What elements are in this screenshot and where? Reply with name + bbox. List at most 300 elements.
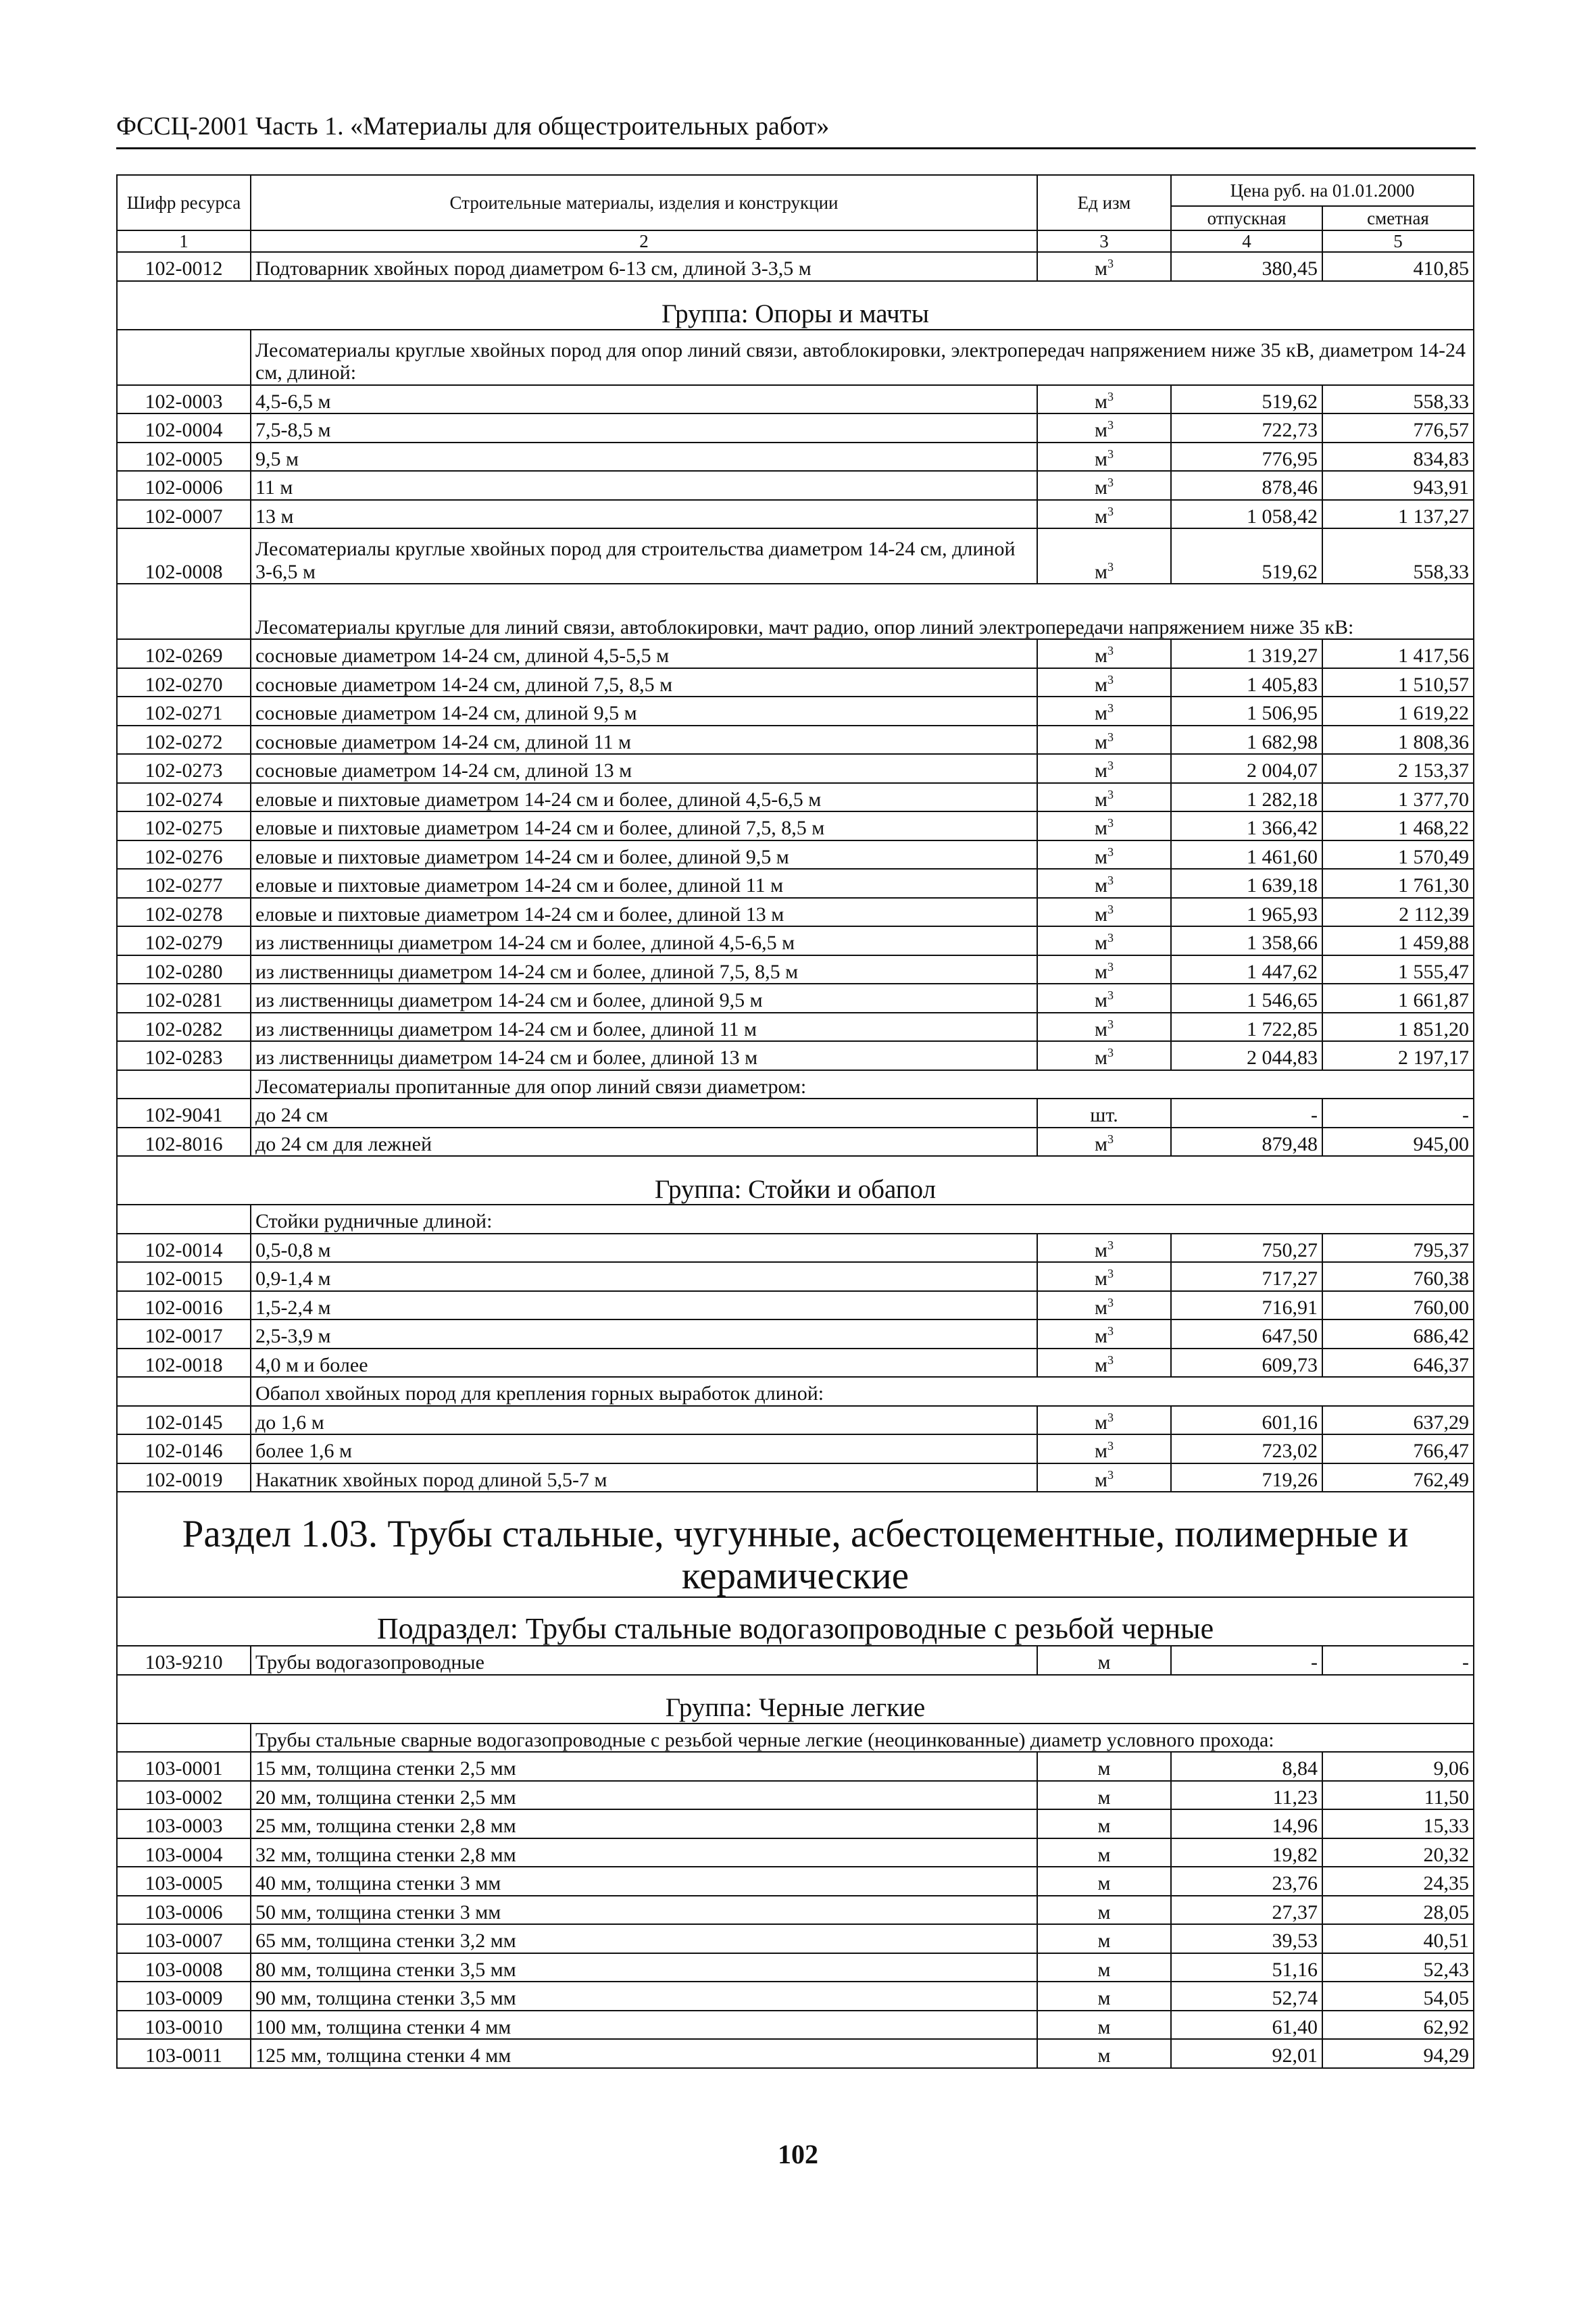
unit-exponent: 3: [1107, 1353, 1114, 1367]
table-row: [117, 926, 1474, 955]
release-price: 61,40: [1171, 2011, 1322, 2040]
release-price: -: [1171, 1099, 1322, 1128]
unit-label: м: [1095, 817, 1107, 840]
resource-code: 102-0004: [117, 413, 251, 443]
estimate-price: 1 808,36: [1322, 726, 1474, 755]
column-header-estimate-price: сметная: [1322, 206, 1474, 230]
resource-code: 102-0279: [117, 926, 251, 955]
unit-label: м: [1097, 1651, 1111, 1674]
item-name: 125 мм, толщина стенки 4 мм: [251, 2039, 1037, 2068]
release-price: 1 722,85: [1171, 1013, 1322, 1042]
estimate-price: 1 417,56: [1322, 639, 1474, 668]
resource-code: 103-0005: [117, 1867, 251, 1896]
estimate-price: 94,29: [1322, 2039, 1474, 2068]
unit-cell: [1037, 1262, 1171, 1291]
release-price: 519,62: [1171, 385, 1322, 414]
item-name: 0,9-1,4 м: [251, 1262, 1037, 1291]
unit-exponent: 3: [1107, 1324, 1114, 1338]
unit-exponent: 3: [1107, 874, 1114, 888]
section-heading: Раздел 1.03. Трубы стальные, чугунные, асбестоцементные, полимерные и керамические: [117, 1492, 1474, 1597]
unit-label: м: [1095, 788, 1107, 811]
release-price: 1 358,66: [1171, 926, 1322, 955]
column-header-unit: Ед изм: [1037, 175, 1171, 230]
group-heading-row: [117, 1675, 1474, 1724]
unit-cell: [1037, 1099, 1171, 1128]
resource-code: 103-0007: [117, 1924, 251, 1953]
unit-exponent: 3: [1107, 1132, 1114, 1146]
release-price: 647,50: [1171, 1319, 1322, 1349]
item-name: более 1,6 м: [251, 1434, 1037, 1463]
unit-label: м: [1097, 2044, 1111, 2067]
unit-label: м: [1095, 390, 1107, 413]
estimate-price: 558,33: [1322, 385, 1474, 414]
estimate-price: 1 468,22: [1322, 811, 1474, 840]
unit-exponent: 3: [1107, 1410, 1114, 1424]
unit-cell: [1037, 697, 1171, 726]
resource-code: 102-0270: [117, 668, 251, 697]
item-name: 0,5-0,8 м: [251, 1234, 1037, 1263]
unit-label: м: [1095, 645, 1107, 668]
item-name: до 1,6 м: [251, 1406, 1037, 1435]
release-price: 1 506,95: [1171, 697, 1322, 726]
item-name: до 24 см для лежней: [251, 1128, 1037, 1157]
unit-label: м: [1095, 1238, 1107, 1261]
unit-label: м: [1095, 845, 1107, 868]
item-name: 15 мм, толщина стенки 2,5 мм: [251, 1752, 1037, 1781]
unit-label: м: [1095, 560, 1107, 583]
resource-code: 102-0007: [117, 500, 251, 529]
resource-code: 102-0005: [117, 443, 251, 472]
estimate-price: 24,35: [1322, 1867, 1474, 1896]
unit-exponent: 3: [1107, 845, 1114, 859]
group-heading: Группа: Опоры и мачты: [117, 281, 1474, 330]
resource-code: 103-0001: [117, 1752, 251, 1781]
table-row: [117, 668, 1474, 697]
unit-cell: [1037, 1013, 1171, 1042]
table-row: [117, 1013, 1474, 1042]
unit-label: м: [1097, 1930, 1111, 1953]
resource-code: 102-0276: [117, 840, 251, 870]
unit-cell: [1037, 783, 1171, 812]
table-row: [117, 1291, 1474, 1320]
resource-code: 102-0008: [117, 528, 251, 584]
unit-label: м: [1095, 1411, 1107, 1434]
table-row: [117, 1896, 1474, 1925]
release-price: 23,76: [1171, 1867, 1322, 1896]
table-row: [117, 1982, 1474, 2011]
table-row: [117, 840, 1474, 870]
unit-label: м: [1097, 1786, 1111, 1809]
release-price: 750,27: [1171, 1234, 1322, 1263]
release-price: 14,96: [1171, 1809, 1322, 1838]
unit-cell: [1037, 1838, 1171, 1867]
unit-label: м: [1095, 874, 1107, 897]
item-name: еловые и пихтовые диаметром 14-24 см и более, длиной 9,5 м: [251, 840, 1037, 870]
unit-label: м: [1095, 1468, 1107, 1491]
estimate-price: 11,50: [1322, 1781, 1474, 1810]
unit-cell: [1037, 869, 1171, 898]
table-row: [117, 413, 1474, 443]
table-body: [117, 252, 1474, 2068]
item-name: сосновые диаметром 14-24 см, длиной 7,5, 8,5 м: [251, 668, 1037, 697]
unit-exponent: 3: [1107, 902, 1114, 916]
estimate-price: 1 570,49: [1322, 840, 1474, 870]
item-name: 4,0 м и более: [251, 1349, 1037, 1378]
unit-label: м: [1095, 903, 1107, 926]
item-name: из лиственницы диаметром 14-24 см и более, длиной 13 м: [251, 1041, 1037, 1070]
resource-code: 102-0006: [117, 471, 251, 500]
estimate-price: 795,37: [1322, 1234, 1474, 1263]
item-name: 2,5-3,9 м: [251, 1319, 1037, 1349]
item-name: Подтоварник хвойных пород диаметром 6-13 см, длиной 3-3,5 м: [251, 252, 1037, 281]
resource-code: 103-0003: [117, 1809, 251, 1838]
column-number-2: 2: [251, 230, 1037, 252]
resource-code: 103-9210: [117, 1646, 251, 1675]
table-row: [117, 726, 1474, 755]
unit-label: м: [1097, 1958, 1111, 1981]
release-price: 19,82: [1171, 1838, 1322, 1867]
unit-cell: [1037, 840, 1171, 870]
release-price: 1 639,18: [1171, 869, 1322, 898]
resource-code: 103-0009: [117, 1982, 251, 2011]
resource-code: 102-0012: [117, 252, 251, 281]
estimate-price: 1 510,57: [1322, 668, 1474, 697]
caption-row: [117, 1070, 1474, 1099]
unit-exponent: 3: [1107, 730, 1114, 744]
column-header-release-price: отпускная: [1171, 206, 1322, 230]
unit-label: м: [1095, 1132, 1107, 1155]
resource-code: 102-0277: [117, 869, 251, 898]
resource-code: 102-0269: [117, 639, 251, 668]
unit-label: м: [1095, 702, 1107, 725]
table-row: [117, 1953, 1474, 1982]
table-row: [117, 2039, 1474, 2068]
unit-label: м: [1095, 759, 1107, 782]
column-number-1: 1: [117, 230, 251, 252]
estimate-price: 9,06: [1322, 1752, 1474, 1781]
estimate-price: 2 197,17: [1322, 1041, 1474, 1070]
resource-code: 103-0011: [117, 2039, 251, 2068]
unit-exponent: 3: [1107, 1017, 1114, 1031]
resource-code: 102-0145: [117, 1406, 251, 1435]
resource-code: 102-0018: [117, 1349, 251, 1378]
table-row: [117, 443, 1474, 472]
column-number-5: 5: [1322, 230, 1474, 252]
unit-cell: [1037, 252, 1171, 281]
unit-exponent: 3: [1107, 418, 1114, 432]
item-name: сосновые диаметром 14-24 см, длиной 11 м: [251, 726, 1037, 755]
table-row: [117, 1646, 1474, 1675]
unit-cell: [1037, 1128, 1171, 1157]
estimate-price: 1 137,27: [1322, 500, 1474, 529]
estimate-price: 28,05: [1322, 1896, 1474, 1925]
estimate-price: 1 661,87: [1322, 984, 1474, 1013]
resource-code: 102-8016: [117, 1128, 251, 1157]
unit-exponent: 3: [1107, 1295, 1114, 1309]
item-name: Лесоматериалы круглые хвойных пород для строительства диаметром 14-24 см, длиной 3-6,5 м: [251, 528, 1037, 584]
unit-cell: [1037, 528, 1171, 584]
item-name: сосновые диаметром 14-24 см, длиной 4,5-5,5 м: [251, 639, 1037, 668]
table-row: [117, 1809, 1474, 1838]
unit-exponent: 3: [1107, 959, 1114, 974]
item-name: 9,5 м: [251, 443, 1037, 472]
item-name: 32 мм, толщина стенки 2,8 мм: [251, 1838, 1037, 1867]
unit-label: м: [1097, 1901, 1111, 1923]
release-price: 1 682,98: [1171, 726, 1322, 755]
release-price: 27,37: [1171, 1896, 1322, 1925]
resource-code: 102-0014: [117, 1234, 251, 1263]
unit-cell: [1037, 1953, 1171, 1982]
unit-exponent: 3: [1107, 257, 1114, 271]
unit-label: м: [1095, 447, 1107, 470]
estimate-price: 52,43: [1322, 1953, 1474, 1982]
resource-code: 102-0019: [117, 1463, 251, 1492]
group-heading-row: [117, 1156, 1474, 1205]
item-name: Трубы водогазопроводные: [251, 1646, 1037, 1675]
unit-cell: [1037, 1752, 1171, 1781]
release-price: 1 366,42: [1171, 811, 1322, 840]
resource-code: 103-0006: [117, 1896, 251, 1925]
price-table: [116, 174, 1474, 2069]
unit-label: шт.: [1090, 1104, 1118, 1127]
unit-exponent: 3: [1107, 559, 1114, 574]
release-price: 719,26: [1171, 1463, 1322, 1492]
resource-code: 102-0273: [117, 754, 251, 783]
unit-cell: [1037, 1646, 1171, 1675]
unit-label: м: [1095, 960, 1107, 983]
estimate-price: 410,85: [1322, 252, 1474, 281]
unit-cell: [1037, 385, 1171, 414]
unit-cell: [1037, 1041, 1171, 1070]
unit-cell: [1037, 754, 1171, 783]
table-row: [117, 1262, 1474, 1291]
estimate-price: 2 153,37: [1322, 754, 1474, 783]
caption-row: [117, 1724, 1474, 1753]
table-row: [117, 1406, 1474, 1435]
item-name: Накатник хвойных пород длиной 5,5-7 м: [251, 1463, 1037, 1492]
estimate-price: 943,91: [1322, 471, 1474, 500]
empty-code-cell: [117, 1070, 251, 1099]
caption-row: [117, 1377, 1474, 1406]
item-name: еловые и пихтовые диаметром 14-24 см и более, длиной 13 м: [251, 898, 1037, 927]
unit-cell: [1037, 500, 1171, 529]
unit-cell: [1037, 2039, 1171, 2068]
unit-exponent: 3: [1107, 988, 1114, 1003]
unit-cell: [1037, 1781, 1171, 1810]
estimate-price: 15,33: [1322, 1809, 1474, 1838]
release-price: 92,01: [1171, 2039, 1322, 2068]
item-name: 100 мм, толщина стенки 4 мм: [251, 2011, 1037, 2040]
item-name: из лиственницы диаметром 14-24 см и более, длиной 11 м: [251, 1013, 1037, 1042]
caption-row: [117, 330, 1474, 385]
release-price: 601,16: [1171, 1406, 1322, 1435]
empty-code-cell: [117, 1724, 251, 1753]
unit-label: м: [1095, 257, 1107, 280]
unit-label: м: [1095, 1353, 1107, 1376]
resource-code: 102-0278: [117, 898, 251, 927]
caption-text: Лесоматериалы круглые хвойных пород для опор линий связи, автоблокировки, электропередач напряжением ниже 35 кВ, диаметром 14-24 см, длиной:: [251, 330, 1474, 385]
item-name: из лиственницы диаметром 14-24 см и более, длиной 7,5, 8,5 м: [251, 955, 1037, 984]
unit-exponent: 3: [1107, 816, 1114, 830]
unit-cell: [1037, 1434, 1171, 1463]
release-price: 519,62: [1171, 528, 1322, 584]
estimate-price: 40,51: [1322, 1924, 1474, 1953]
table-row: [117, 1838, 1474, 1867]
table-row: [117, 1463, 1474, 1492]
item-name: 25 мм, толщина стенки 2,8 мм: [251, 1809, 1037, 1838]
header-rule: [116, 147, 1476, 149]
estimate-price: 766,47: [1322, 1434, 1474, 1463]
unit-exponent: 3: [1107, 1238, 1114, 1252]
subsection-heading-row: [117, 1597, 1474, 1646]
resource-code: 102-9041: [117, 1099, 251, 1128]
item-name: еловые и пихтовые диаметром 14-24 см и более, длиной 7,5, 8,5 м: [251, 811, 1037, 840]
estimate-price: 2 112,39: [1322, 898, 1474, 927]
estimate-price: 834,83: [1322, 443, 1474, 472]
table-row: [117, 1924, 1474, 1953]
unit-cell: [1037, 1406, 1171, 1435]
estimate-price: 686,42: [1322, 1319, 1474, 1349]
release-price: 39,53: [1171, 1924, 1322, 1953]
table-row: [117, 754, 1474, 783]
resource-code: 102-0275: [117, 811, 251, 840]
estimate-price: 760,00: [1322, 1291, 1474, 1320]
resource-code: 103-0002: [117, 1781, 251, 1810]
table-row: [117, 1099, 1474, 1128]
unit-label: м: [1095, 505, 1107, 528]
estimate-price: 646,37: [1322, 1349, 1474, 1378]
resource-code: 103-0010: [117, 2011, 251, 2040]
caption-row: [117, 1205, 1474, 1234]
table-row: [117, 1434, 1474, 1463]
table-row: [117, 984, 1474, 1013]
unit-exponent: 3: [1107, 787, 1114, 801]
caption-text: Обапол хвойных пород для крепления горных выработок длиной:: [251, 1377, 1474, 1406]
subsection-heading: Подраздел: Трубы стальные водогазопроводные с резьбой черные: [117, 1597, 1474, 1646]
unit-label: м: [1095, 476, 1107, 499]
release-price: 878,46: [1171, 471, 1322, 500]
table-row: [117, 2011, 1474, 2040]
empty-code-cell: [117, 1377, 251, 1406]
item-name: 7,5-8,5 м: [251, 413, 1037, 443]
unit-label: м: [1095, 730, 1107, 753]
unit-exponent: 3: [1107, 389, 1114, 403]
table-row: [117, 639, 1474, 668]
table-row: [117, 1781, 1474, 1810]
table-row: [117, 385, 1474, 414]
resource-code: 102-0281: [117, 984, 251, 1013]
caption-text: Лесоматериалы пропитанные для опор линий связи диаметром:: [251, 1070, 1474, 1099]
unit-label: м: [1095, 989, 1107, 1012]
unit-cell: [1037, 726, 1171, 755]
unit-exponent: 3: [1107, 931, 1114, 945]
unit-cell: [1037, 2011, 1171, 2040]
resource-code: 102-0280: [117, 955, 251, 984]
table-row: [117, 471, 1474, 500]
unit-exponent: 3: [1107, 1267, 1114, 1281]
estimate-price: 760,38: [1322, 1262, 1474, 1291]
release-price: 1 282,18: [1171, 783, 1322, 812]
table-row: [117, 955, 1474, 984]
item-name: еловые и пихтовые диаметром 14-24 см и более, длиной 4,5-6,5 м: [251, 783, 1037, 812]
unit-cell: [1037, 1982, 1171, 2011]
unit-cell: [1037, 1291, 1171, 1320]
release-price: 11,23: [1171, 1781, 1322, 1810]
estimate-price: 1 459,88: [1322, 926, 1474, 955]
unit-cell: [1037, 1463, 1171, 1492]
caption-row: [117, 584, 1474, 639]
unit-label: м: [1095, 419, 1107, 442]
table-row: [117, 898, 1474, 927]
unit-label: м: [1097, 1987, 1111, 2010]
table-row: [117, 500, 1474, 529]
table-row: [117, 1867, 1474, 1896]
column-number-4: 4: [1171, 230, 1322, 252]
resource-code: 102-0271: [117, 697, 251, 726]
unit-cell: [1037, 984, 1171, 1013]
release-price: 52,74: [1171, 1982, 1322, 2011]
unit-cell: [1037, 811, 1171, 840]
item-name: 90 мм, толщина стенки 3,5 мм: [251, 1982, 1037, 2011]
item-name: до 24 см: [251, 1099, 1037, 1128]
release-price: 1 405,83: [1171, 668, 1322, 697]
table-row: [117, 1041, 1474, 1070]
resource-code: 102-0016: [117, 1291, 251, 1320]
unit-exponent: 3: [1107, 1467, 1114, 1482]
release-price: 776,95: [1171, 443, 1322, 472]
unit-label: м: [1095, 932, 1107, 955]
item-name: из лиственницы диаметром 14-24 см и более, длиной 4,5-6,5 м: [251, 926, 1037, 955]
unit-label: м: [1095, 673, 1107, 696]
unit-cell: [1037, 668, 1171, 697]
item-name: 13 м: [251, 500, 1037, 529]
item-name: 4,5-6,5 м: [251, 385, 1037, 414]
release-price: 51,16: [1171, 1953, 1322, 1982]
item-name: сосновые диаметром 14-24 см, длиной 13 м: [251, 754, 1037, 783]
item-name: 65 мм, толщина стенки 3,2 мм: [251, 1924, 1037, 1953]
estimate-price: 1 761,30: [1322, 869, 1474, 898]
column-number-3: 3: [1037, 230, 1171, 252]
table-row: [117, 1349, 1474, 1378]
release-price: 1 058,42: [1171, 500, 1322, 529]
release-price: 717,27: [1171, 1262, 1322, 1291]
unit-label: м: [1095, 1047, 1107, 1070]
unit-label: м: [1097, 1843, 1111, 1866]
caption-text: Трубы стальные сварные водогазопроводные с резьбой черные легкие (неоцинкованные) диаметр условного прохода:: [251, 1724, 1474, 1753]
caption-text: Стойки рудничные длиной:: [251, 1205, 1474, 1234]
running-header: ФССЦ-2001 Часть 1. «Материалы для общестроительных работ»: [116, 112, 830, 141]
release-price: 1 965,93: [1171, 898, 1322, 927]
unit-cell: [1037, 1234, 1171, 1263]
resource-code: 102-0274: [117, 783, 251, 812]
unit-exponent: 3: [1107, 447, 1114, 461]
unit-label: м: [1095, 1017, 1107, 1040]
table-row: [117, 1128, 1474, 1157]
estimate-price: 945,00: [1322, 1128, 1474, 1157]
unit-exponent: 3: [1107, 701, 1114, 715]
unit-exponent: 3: [1107, 672, 1114, 686]
release-price: 380,45: [1171, 252, 1322, 281]
estimate-price: 54,05: [1322, 1982, 1474, 2011]
unit-exponent: 3: [1107, 1439, 1114, 1453]
page-number: 102: [778, 2139, 818, 2169]
unit-label: м: [1095, 1296, 1107, 1319]
release-price: 722,73: [1171, 413, 1322, 443]
estimate-price: 1 619,22: [1322, 697, 1474, 726]
caption-text: Лесоматериалы круглые для линий связи, автоблокировки, мачт радио, опор линий электропередачи напряжением ниже 35 кВ:: [251, 584, 1474, 639]
release-price: 723,02: [1171, 1434, 1322, 1463]
estimate-price: 762,49: [1322, 1463, 1474, 1492]
